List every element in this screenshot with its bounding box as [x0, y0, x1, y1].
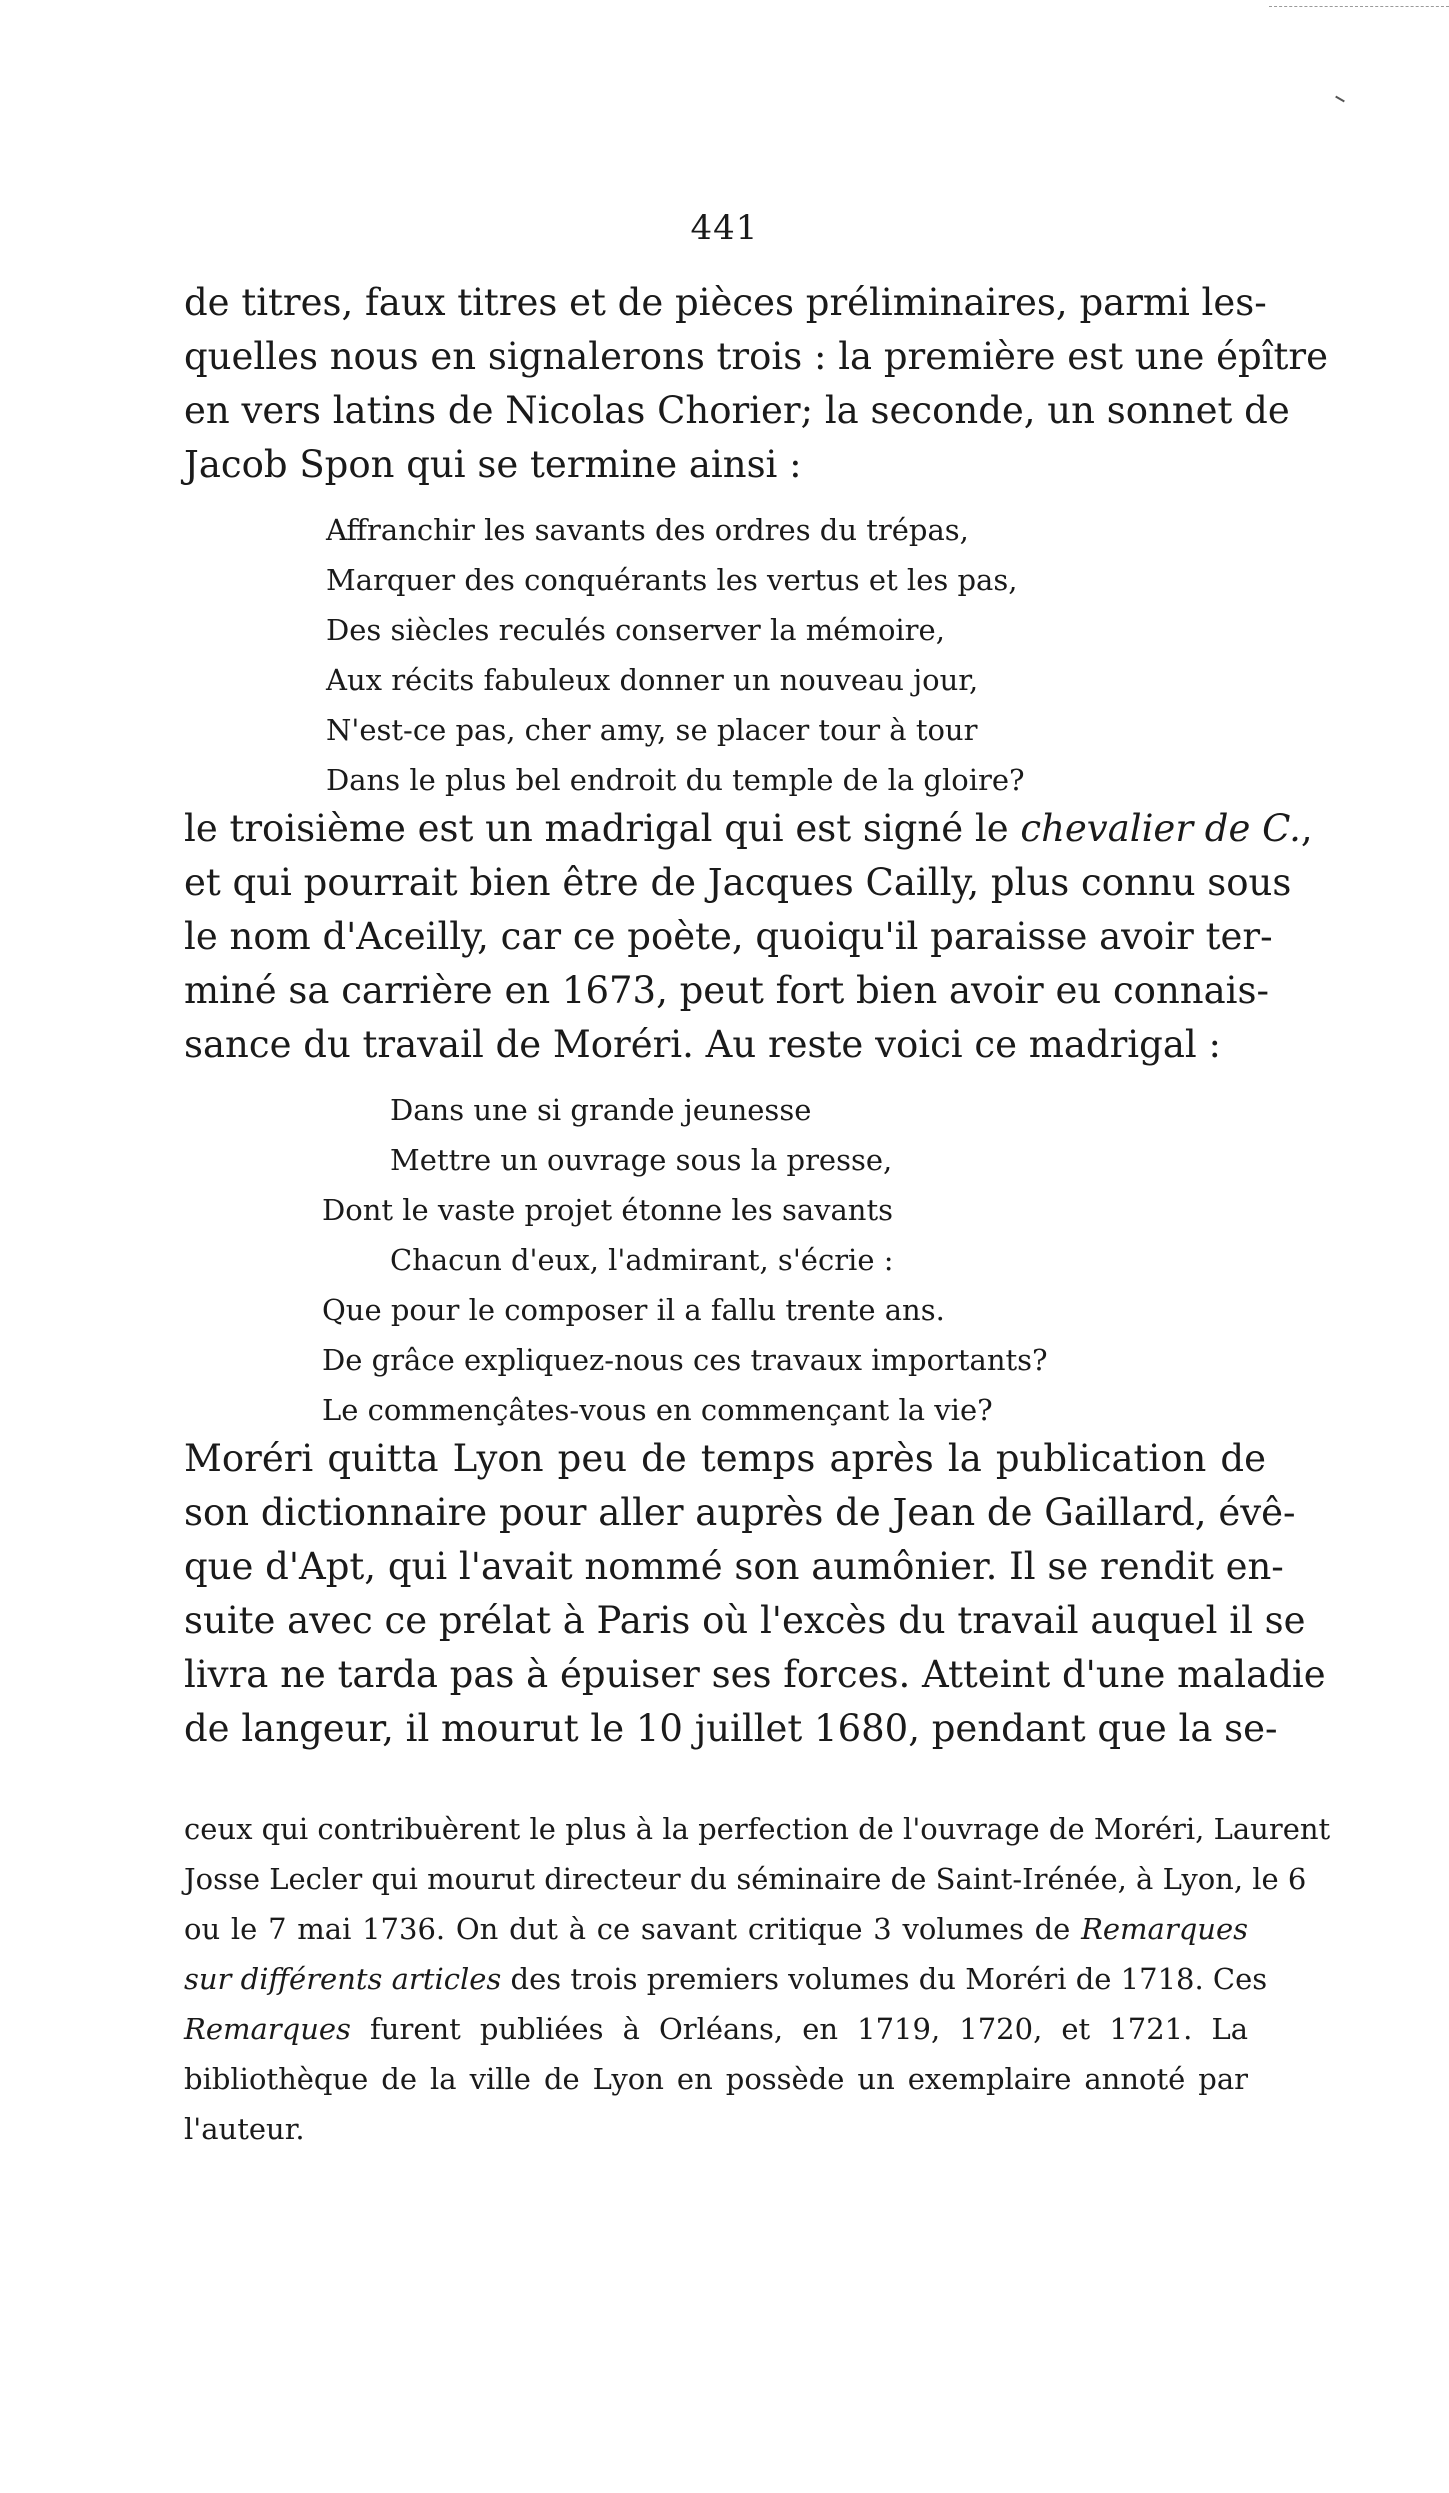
- text-line: de langeur, il mourut le 10 juillet 1680, pendant que la se-: [184, 1707, 1278, 1750]
- footnote-line: bibliothèque de la ville de Lyon en possède un exemplaire annoté par: [184, 2062, 1248, 2096]
- text-line: que d'Apt, qui l'avait nommé son aumônier. Il se rendit en-: [184, 1545, 1284, 1588]
- text-run: ,: [1300, 807, 1313, 850]
- footnote: [184, 1804, 1331, 2154]
- text-line: le nom d'Aceilly, car ce poète, quoiqu'il paraisse avoir ter-: [184, 915, 1273, 958]
- verse-line: N'est-ce pas, cher amy, se placer tour à tour: [326, 713, 978, 747]
- verse-line: De grâce expliquez-nous ces travaux importants?: [322, 1343, 1048, 1377]
- footnote-line: [184, 1954, 1268, 2004]
- text-line: [184, 802, 1313, 856]
- page-number: 441: [690, 208, 759, 248]
- text-run: ou le 7 mai 1736. On dut à ce savant critique 3 volumes de: [184, 1912, 1082, 1946]
- scan-edge-mark: [1269, 0, 1449, 7]
- footnote-line: [184, 1904, 1248, 1954]
- footnote-line: [184, 2004, 1248, 2054]
- text-run: des trois premiers volumes du Moréri de 1718. Ces: [501, 1962, 1268, 1996]
- verse-line: Dans une si grande jeunesse: [390, 1093, 812, 1127]
- italic-title: Remarques: [1081, 1912, 1248, 1946]
- verse-line: Des siècles reculés conserver la mémoire,: [326, 613, 945, 647]
- text-line: son dictionnaire pour aller auprès de Jean de Gaillard, évê-: [184, 1491, 1296, 1534]
- verse-line: Mettre un ouvrage sous la presse,: [390, 1143, 893, 1177]
- verse-line: Aux récits fabuleux donner un nouveau jour,: [326, 663, 979, 697]
- text-line: de titres, faux titres et de pièces préliminaires, parmi les-: [184, 281, 1267, 324]
- sonnet-excerpt: [326, 505, 1025, 805]
- text-line: suite avec ce prélat à Paris où l'excès du travail auquel il se: [184, 1599, 1306, 1642]
- verse-line: Que pour le composer il a fallu trente ans.: [322, 1293, 945, 1327]
- text-run: furent publiées à Orléans, en 1719, 1720, et 1721. La: [350, 2012, 1248, 2046]
- text-line: sance du travail de Moréri. Au reste voici ce madrigal :: [184, 1023, 1221, 1066]
- text-line: quelles nous en signalerons trois : la première est une épître: [184, 335, 1328, 378]
- text-line: Jacob Spon qui se termine ainsi :: [184, 443, 802, 486]
- text-line: miné sa carrière en 1673, peut fort bien avoir eu connais-: [184, 969, 1269, 1012]
- verse-line: Marquer des conquérants les vertus et les pas,: [326, 563, 1018, 597]
- paragraph-3: [184, 1432, 1326, 1756]
- italic-signature: chevalier de C.: [1020, 807, 1301, 850]
- verse-line: Affranchir les savants des ordres du trépas,: [326, 513, 969, 547]
- text-line: livra ne tarda pas à épuiser ses forces. Atteint d'une maladie: [184, 1653, 1326, 1696]
- paragraph-2: [184, 802, 1313, 1072]
- scan-speck: [1335, 96, 1345, 103]
- text-line: en vers latins de Nicolas Chorier; la seconde, un sonnet de: [184, 389, 1290, 432]
- verse-line: Dans le plus bel endroit du temple de la gloire?: [326, 763, 1025, 797]
- footnote-line: l'auteur.: [184, 2112, 305, 2146]
- verse-line: Dont le vaste projet étonne les savants: [322, 1193, 894, 1227]
- text-line: Moréri quitta Lyon peu de temps après la publication de: [184, 1437, 1266, 1480]
- italic-title: Remarques: [184, 2012, 351, 2046]
- text-line: et qui pourrait bien être de Jacques Cailly, plus connu sous: [184, 861, 1292, 904]
- footnote-line: Josse Lecler qui mourut directeur du séminaire de Saint-Irénée, à Lyon, le 6: [184, 1862, 1307, 1896]
- madrigal-verse: [322, 1085, 1048, 1435]
- verse-line: Chacun d'eux, l'admirant, s'écrie :: [390, 1243, 894, 1277]
- text-run: le troisième est un madrigal qui est signé le: [184, 807, 1021, 850]
- italic-title: sur différents articles: [184, 1962, 502, 1996]
- paragraph-1: [184, 276, 1328, 492]
- verse-line: Le commençâtes-vous en commençant la vie?: [322, 1393, 993, 1427]
- footnote-line: ceux qui contribuèrent le plus à la perfection de l'ouvrage de Moréri, Laurent: [184, 1812, 1331, 1846]
